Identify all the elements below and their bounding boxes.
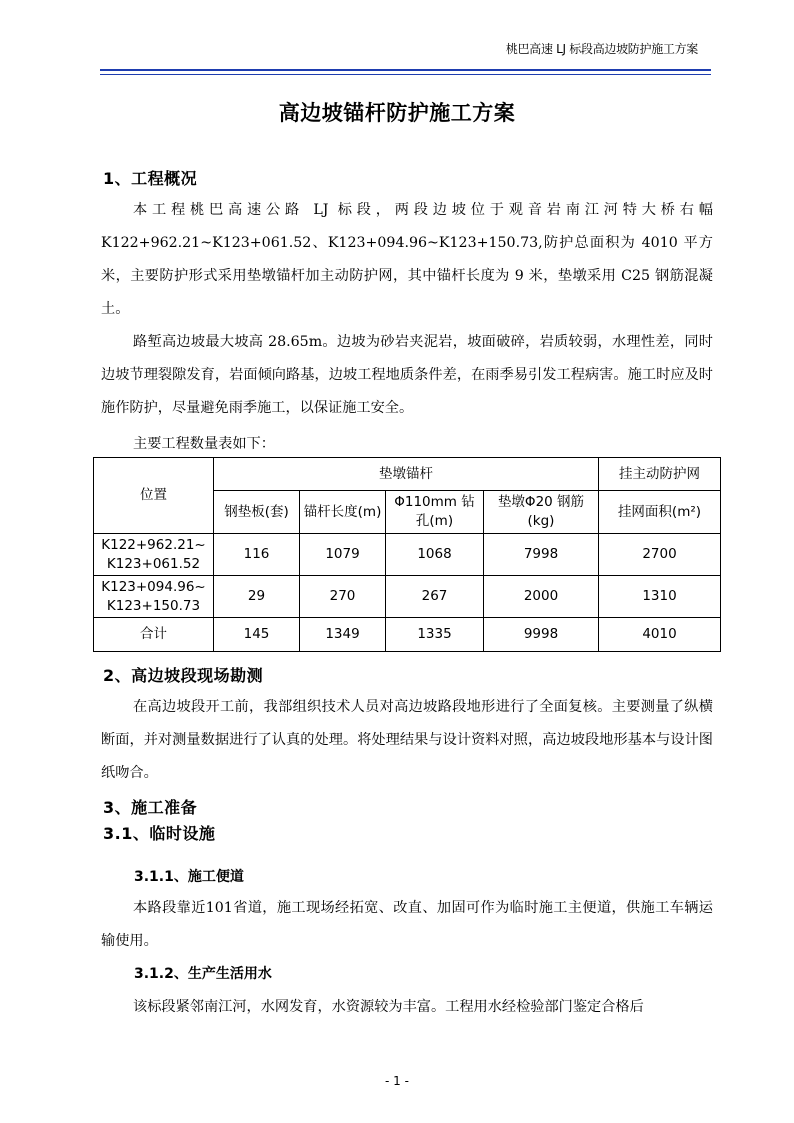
total-anchor-length: 1349 [300, 618, 386, 652]
table-row [94, 576, 721, 618]
subsection-3-1-1-paragraph: 本路段靠近101省道，施工现场经拓宽、改直、加固可作为临时施工主便道，供施工车辆运输使用。 [101, 900, 713, 949]
cell-net-area: 1310 [599, 576, 721, 618]
document-title: 高边坡锚杆防护施工方案 [278, 100, 516, 125]
cell-drilling: 267 [386, 576, 484, 618]
cell-rebar: 2000 [484, 576, 599, 618]
cell-drilling: 1068 [386, 534, 484, 576]
row-location: K123+094.96~ K123+150.73 [94, 576, 214, 618]
cell-anchor-length: 1079 [300, 534, 386, 576]
section-3-heading: 3、施工准备 [103, 798, 198, 817]
total-drilling: 1335 [386, 618, 484, 652]
total-net-area: 4010 [599, 618, 721, 652]
header-drilling: Φ110mm 钻孔(m) [386, 491, 484, 534]
table-row [94, 534, 721, 576]
row-location: K122+962.21~ K123+061.52 [94, 534, 214, 576]
header-net-area: 挂网面积(m²) [599, 491, 721, 534]
header-location: 位置 [94, 458, 214, 534]
header-rule-thin [100, 74, 711, 75]
cell-steel-plate: 116 [214, 534, 300, 576]
header-anchor-length: 锚杆长度(m) [300, 491, 386, 534]
subsection-3-1-2-paragraph: 该标段紧邻南江河，水网发育，水资源较为丰富。工程用水经检验部门鉴定合格后 [133, 999, 644, 1015]
section-1-paragraph-1: 本工程桃巴高速公路 LJ 标段，两段边坡位于观音岩南江河特大桥右幅K122+962.21~K123+061.52、K123+094.96~K123+150.73,防护总面积为 4010 平方米，主要防护形式采用垫墩锚杆加主动防护网，其中锚杆长度为 9 米，垫墩采用 C25 钢筋混凝土。 [101, 202, 713, 317]
table-intro: 主要工程数量表如下： [133, 436, 275, 452]
section-2-paragraph: 在高边坡段开工前，我部组织技术人员对高边坡路段地形进行了全面复核。主要测量了纵横断面，并对测量数据进行了认真的处理。将处理结果与设计资料对照，高边坡段地形基本与设计图纸吻合。 [101, 699, 713, 781]
section-1-heading: 1、工程概况 [103, 169, 198, 188]
quantity-table [93, 457, 721, 652]
cell-steel-plate: 29 [214, 576, 300, 618]
subsection-3-1-2-heading: 3.1.2、生产生活用水 [134, 966, 272, 982]
subsection-3-1-heading: 3.1、临时设施 [103, 824, 216, 843]
header-rebar: 垫墩Φ20 钢筋(kg) [484, 491, 599, 534]
total-steel-plate: 145 [214, 618, 300, 652]
table-total-row [94, 618, 721, 652]
header-net-group: 挂主动防护网 [599, 458, 721, 491]
subsection-3-1-1-heading: 3.1.1、施工便道 [134, 869, 244, 885]
total-label: 合计 [94, 618, 214, 652]
header-anchor-group: 垫墩锚杆 [214, 458, 599, 491]
cell-anchor-length: 270 [300, 576, 386, 618]
cell-rebar: 7998 [484, 534, 599, 576]
header-rule [100, 69, 711, 71]
section-1-paragraph-2: 路堑高边坡最大坡高 28.65m。边坡为砂岩夹泥岩，坡面破碎，岩质较弱，水理性差，同时边坡节理裂隙发育，岩面倾向路基，边坡工程地质条件差，在雨季易引发工程病害。施工时应及时施作防护，尽量避免雨季施工，以保证施工安全。 [101, 334, 713, 416]
running-header: 桃巴高速 LJ 标段高边坡防护施工方案 [505, 42, 698, 56]
cell-net-area: 2700 [599, 534, 721, 576]
total-rebar: 9998 [484, 618, 599, 652]
section-2-heading: 2、高边坡段现场勘测 [103, 666, 264, 685]
page-number: - 1 - [385, 1074, 409, 1088]
header-steel-plate: 钢垫板(套) [214, 491, 300, 534]
